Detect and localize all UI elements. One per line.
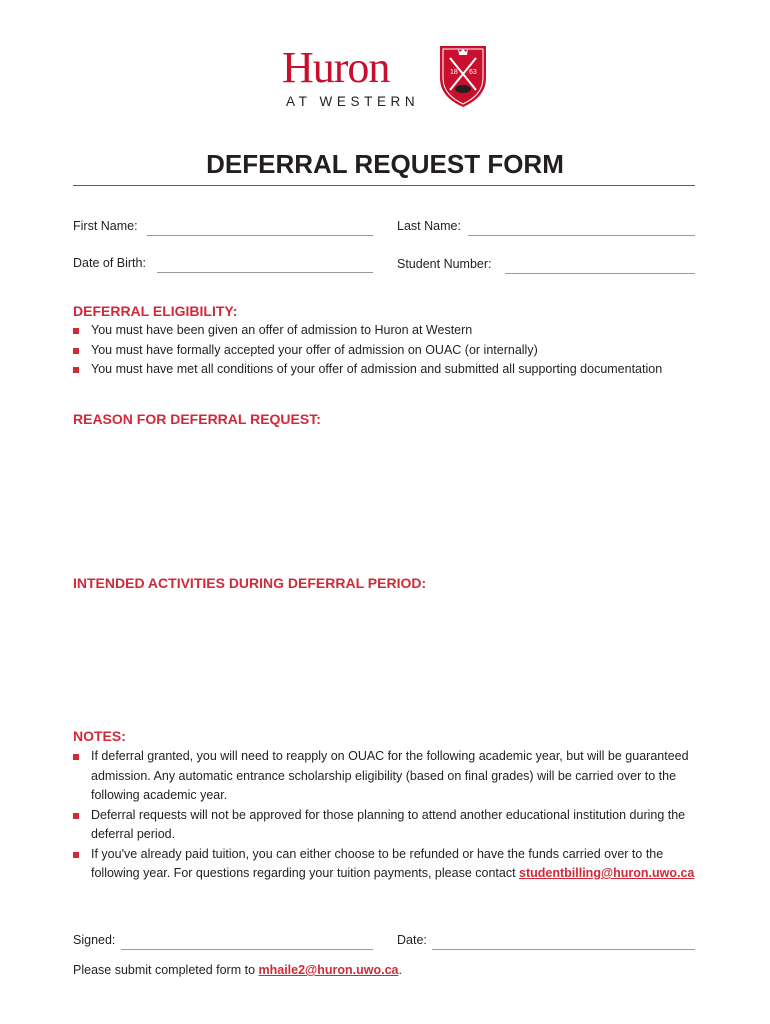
submit-instructions: Please submit completed form to mhaile2@huron.uwo.ca. xyxy=(73,963,402,977)
bullet-icon xyxy=(73,367,79,373)
logo-wordmark: Huron xyxy=(282,43,390,92)
title-divider xyxy=(73,185,695,186)
signed-field[interactable] xyxy=(73,932,373,950)
student-number-field[interactable] xyxy=(397,256,695,274)
eligibility-list xyxy=(73,321,698,380)
list-item: You must have been given an offer of admission to Huron at Western xyxy=(73,321,698,341)
reason-response-area[interactable] xyxy=(73,432,695,562)
huron-logo xyxy=(282,44,492,114)
logo-subtitle: AT WESTERN xyxy=(286,94,420,109)
bullet-icon xyxy=(73,754,79,760)
activities-heading: INTENDED ACTIVITIES DURING DEFERRAL PERIOD: xyxy=(73,575,427,591)
eligibility-heading: DEFERRAL ELIGIBILITY: xyxy=(73,303,238,319)
page-title: DEFERRAL REQUEST FORM xyxy=(206,149,564,179)
bullet-icon xyxy=(73,348,79,354)
signed-label: Signed: xyxy=(73,933,116,947)
student-number-label: Student Number: xyxy=(397,257,492,271)
crest-year-right: 63 xyxy=(469,69,477,76)
first-name-line[interactable] xyxy=(147,235,373,236)
first-name-label: First Name: xyxy=(73,219,138,233)
dob-label: Date of Birth: xyxy=(73,256,146,270)
dob-field[interactable] xyxy=(73,255,373,273)
activities-response-area[interactable] xyxy=(73,596,695,716)
bullet-icon xyxy=(73,852,79,858)
list-item: Deferral requests will not be approved for those planning to attend another educational institution during the deferral period. xyxy=(73,806,698,845)
notes-list xyxy=(73,747,698,884)
last-name-line[interactable] xyxy=(468,235,695,236)
notes-heading: NOTES: xyxy=(73,728,126,744)
bullet-icon xyxy=(73,813,79,819)
reason-heading: REASON FOR DEFERRAL REQUEST: xyxy=(73,411,321,427)
date-line[interactable] xyxy=(432,949,695,950)
billing-email-link[interactable]: studentbilling@huron.uwo.ca xyxy=(519,866,695,880)
date-label: Date: xyxy=(397,933,427,947)
last-name-label: Last Name: xyxy=(397,219,461,233)
signed-line[interactable] xyxy=(121,949,373,950)
dob-line[interactable] xyxy=(157,272,373,273)
list-item: If deferral granted, you will need to reapply on OUAC for the following academic year, but will be guaranteed admission. Any automatic entrance scholarship eligibility (based on final grades) will be carried over to the following academic year. xyxy=(73,747,698,806)
list-item: You must have met all conditions of your offer of admission and submitted all supporting documentation xyxy=(73,360,698,380)
last-name-field[interactable] xyxy=(397,218,695,236)
date-field[interactable] xyxy=(397,932,695,950)
bullet-icon xyxy=(73,328,79,334)
list-item: You must have formally accepted your offer of admission on OUAC (or internally) xyxy=(73,341,698,361)
crest-icon xyxy=(438,44,488,108)
submit-email-link[interactable]: mhaile2@huron.uwo.ca xyxy=(258,963,399,977)
crest-year-left: 18 xyxy=(450,69,458,76)
first-name-field[interactable] xyxy=(73,218,373,236)
list-item: If you've already paid tuition, you can either choose to be refunded or have the funds carried over to the following year. For questions regarding your tuition payments, please contact studentbilling@huron.uwo.ca xyxy=(73,845,698,884)
student-number-line[interactable] xyxy=(505,273,695,274)
